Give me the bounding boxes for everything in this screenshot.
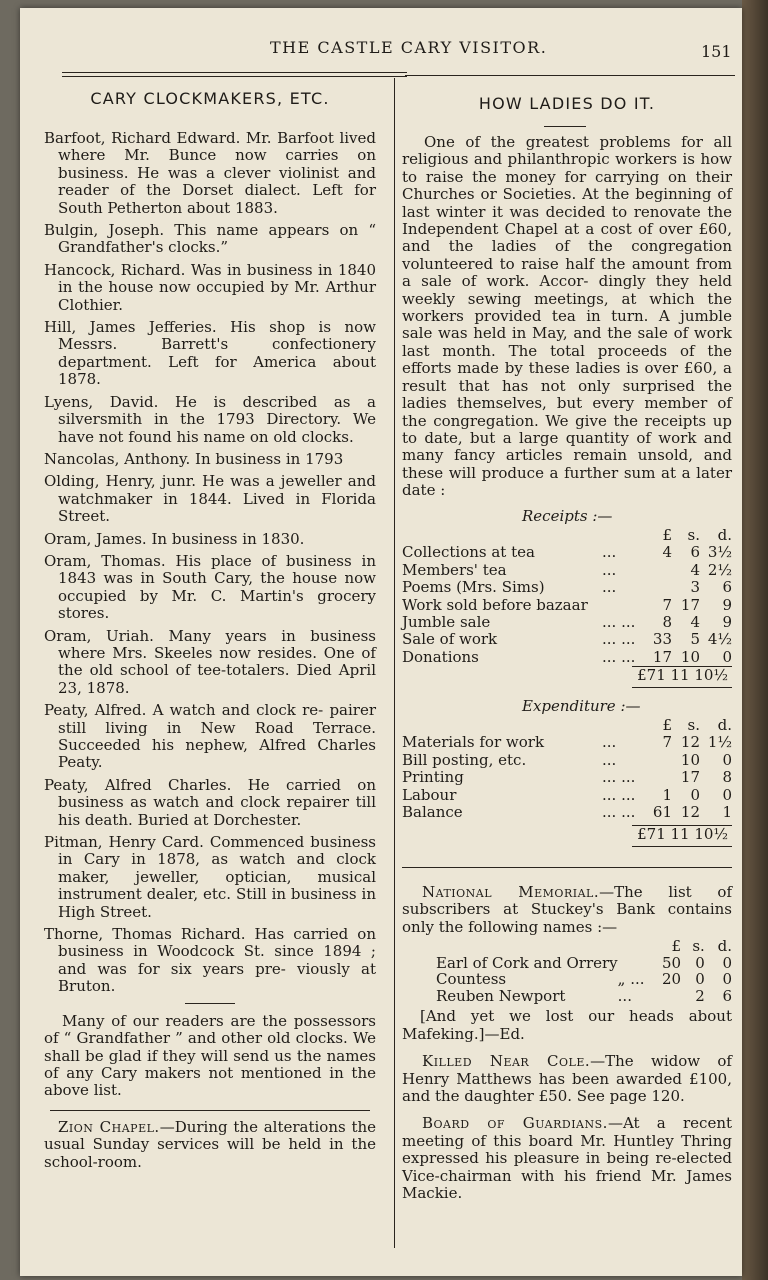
row-dots: ... ... [602, 768, 636, 787]
shillings-cell: 0 [695, 953, 705, 972]
row-label: Poems (Mrs. Sims) [402, 578, 545, 597]
pence-cell: 9 [722, 612, 732, 631]
memorial-notice [402, 884, 732, 936]
zion-text: —During the alterations the usual Sunday services will be held in the school-room. [44, 1117, 377, 1171]
row-label: Labour [402, 785, 457, 804]
shillings-cell: 0 [690, 785, 700, 804]
row-label: Countess [436, 970, 507, 989]
row-dots: ... [602, 578, 617, 597]
pounds-cell: 7 [662, 733, 672, 752]
pounds-cell: 50 [661, 953, 682, 972]
readers-note: Many of our readers are the possessors of “ Grandfather ” and other old clocks. We shall be glad if they will send us the names of any Cary makers not mentioned in the above list. [44, 1011, 376, 1100]
expenditure-total-rule-2 [632, 846, 732, 847]
account-row [402, 752, 732, 769]
row-label: Materials for work [402, 733, 545, 752]
row-label: Collections at tea [402, 543, 535, 562]
clockmaker-entry: Bulgin, Joseph. This name appears on “ Grandfather's clocks.” [44, 221, 376, 257]
header-rule-left [62, 72, 407, 73]
account-row [402, 614, 732, 631]
shillings-cell: 12 [680, 803, 700, 822]
guardians-notice [402, 1115, 732, 1202]
pence-cell: 6 [722, 986, 732, 1005]
pounds-cell [638, 562, 672, 579]
account-row [402, 544, 732, 561]
currency-header: s. [687, 716, 700, 734]
section-rule [185, 1003, 235, 1004]
row-label: Reuben Newport [436, 986, 566, 1005]
pounds-cell: 8 [662, 612, 672, 631]
zion-title: Zion Chapel. [58, 1117, 160, 1136]
clockmaker-list [44, 130, 376, 996]
pence-cell: 1½ [707, 733, 732, 752]
currency-header-row [436, 938, 732, 955]
currency-header: s. [687, 525, 700, 544]
currency-header: d. [717, 937, 732, 956]
shillings-cell: 2 [695, 986, 705, 1005]
account-row [436, 988, 732, 1005]
shillings-cell: 0 [695, 970, 705, 989]
row-dots: ... [602, 543, 617, 562]
pounds-cell: 7 [662, 595, 672, 614]
clockmaker-entry: Oram, Uriah. Many years in business where Mrs. Skeeles now resides. One of the old school of tee-totalers. Died April 23, 1878. [44, 626, 376, 697]
killed-text: —The widow of Henry Matthews has been awarded £100, and the daughter £50. See page 120. [402, 1052, 732, 1106]
guardians-title: Board of Guardians. [422, 1114, 608, 1133]
row-label: Work sold before bazaar [402, 595, 588, 614]
clockmakers-heading: CARY CLOCKMAKERS, ETC. [90, 89, 330, 108]
heading-rule [544, 126, 586, 127]
account-row [402, 649, 732, 666]
receipts-total-rule-2 [632, 687, 732, 688]
currency-header: £ [662, 525, 672, 544]
clockmaker-entry: Pitman, Henry Card. Commenced business in Cary in 1878, as watch and clock maker, jeweller, optician, musical instrument dealer, etc. Still in business in High Street. [44, 833, 376, 921]
pence-cell: 9 [722, 595, 732, 614]
account-row [402, 579, 732, 596]
shillings-cell: 10 [680, 750, 700, 769]
pence-cell: 6 [722, 578, 732, 597]
clockmaker-entry: Oram, James. In business in 1830. [44, 529, 305, 548]
ladies-heading: HOW LADIES DO IT. [478, 94, 656, 113]
currency-header: £ [662, 716, 672, 734]
account-row [402, 804, 732, 821]
guardians-text: —At a recent meeting of this board Mr. Huntley Thring expressed his pleasure in being re-elected Vice-chairman with his friend Mr. James Mackie. [402, 1114, 733, 1203]
row-dots: ... ... [602, 785, 636, 804]
section-rule-2 [50, 1110, 370, 1111]
row-dots: ... ... [602, 612, 636, 631]
pence-cell: 0 [722, 647, 732, 666]
pounds-cell [638, 579, 672, 596]
pence-cell: 0 [722, 970, 732, 989]
pounds-cell [638, 752, 672, 769]
shillings-cell: 4 [690, 560, 700, 579]
pounds-cell [638, 769, 672, 786]
shillings-cell: 17 [680, 595, 700, 614]
account-row [402, 787, 732, 804]
account-row [436, 971, 732, 988]
shillings-cell: 5 [690, 630, 700, 649]
clockmaker-entry: Peaty, Alfred Charles. He carried on business as watch and clock repairer till his death. Buried at Dorchester. [44, 775, 376, 829]
pence-cell: 0 [722, 785, 732, 804]
expenditure-title: Expenditure :— [522, 696, 641, 715]
row-label: Balance [402, 803, 463, 822]
killed-title: Killed Near Cole. [422, 1052, 591, 1071]
clockmaker-entry: Lyens, David. He is described as a silversmith in the 1793 Directory. We have not found his name on old clocks. [44, 392, 376, 446]
account-row [402, 769, 732, 786]
pounds-cell: 20 [661, 970, 682, 989]
pence-cell: 4½ [707, 630, 732, 649]
row-dots [618, 955, 651, 972]
currency-header: s. [692, 937, 705, 956]
row-label: Earl of Cork and Orrery [436, 953, 618, 972]
receipts-table [402, 527, 732, 666]
row-label: Donations [402, 647, 479, 666]
pence-cell: 1 [722, 803, 732, 822]
row-dots: ... [602, 733, 617, 752]
row-label: Jumble sale [402, 612, 491, 631]
memorial-aside: [And yet we lost our heads about Mafeking.]—Ed. [402, 1007, 732, 1043]
pence-cell: 2½ [707, 560, 732, 579]
clockmaker-entry: Olding, Henry, junr. He was a jeweller and watchmaker in 1844. Lived in Florida Street. [44, 472, 376, 526]
clockmaker-entry: Nancolas, Anthony. In business in 1793 [44, 449, 344, 468]
row-dots: ... [602, 560, 617, 579]
account-row [402, 734, 732, 751]
row-dots: ... ... [602, 803, 636, 822]
column-divider [394, 78, 395, 1248]
page-number: 151 [701, 42, 732, 61]
clockmaker-entry: Oram, Thomas. His place of business in 1843 was in South Cary, the house now occupied by Mr. C. Martin's grocery stores. [44, 551, 376, 623]
row-dots: ... [617, 986, 632, 1005]
shillings-cell: 3 [690, 578, 700, 597]
killed-notice [402, 1053, 732, 1105]
header-rule-right [405, 75, 735, 76]
pounds-cell [651, 988, 681, 1005]
running-header: THE CASTLE CARY VISITOR. [270, 38, 548, 57]
shillings-cell: 6 [690, 543, 700, 562]
pounds-cell: 1 [662, 785, 672, 804]
account-row [402, 631, 732, 648]
clockmaker-entry: Thorne, Thomas Richard. Has carried on business in Woodcock St. since 1894 ; and was for six years pre- viously at Bruton. [44, 925, 376, 996]
shillings-cell: 12 [680, 733, 700, 752]
row-dots: ... ... [602, 630, 636, 649]
pence-cell: 0 [722, 953, 732, 972]
clockmaker-entry: Barfoot, Richard Edward. Mr. Barfoot lived where Mr. Bunce now carries on business. He was a clever violinist and reader of the Dorset dialect. Left for South Petherton about 1883. [44, 129, 376, 217]
pounds-cell: 61 [652, 803, 672, 822]
shillings-cell: 10 [680, 647, 700, 666]
currency-header-row [402, 527, 732, 544]
pence-cell: 0 [722, 750, 732, 769]
expenditure-table [402, 717, 732, 821]
zion-chapel-notice [44, 1119, 376, 1171]
account-row [402, 597, 732, 614]
shillings-cell: 17 [680, 768, 700, 787]
section-rule-3 [402, 867, 732, 868]
row-dots [602, 597, 638, 614]
row-dots: ... [602, 750, 617, 769]
header-rule-left-2 [62, 76, 407, 77]
currency-header: £ [671, 937, 682, 956]
pence-cell: 8 [722, 768, 732, 787]
pounds-cell: 33 [652, 630, 672, 649]
shillings-cell: 4 [690, 612, 700, 631]
row-label: Sale of work [402, 630, 498, 649]
left-column [44, 130, 376, 1181]
memorial-title: National Memorial. [422, 882, 600, 901]
book-edge [742, 0, 768, 1280]
currency-header: d. [717, 525, 732, 544]
receipts-total: £71 11 10½ [637, 666, 728, 685]
clockmaker-entry: Hancock, Richard. Was in business in 1840 in the house now occupied by Mr. Arthur Clothier. [44, 260, 376, 314]
pence-cell: 3½ [707, 543, 732, 562]
pounds-cell: 4 [662, 543, 672, 562]
currency-header-row [402, 717, 732, 734]
row-label: Printing [402, 768, 464, 787]
row-dots: ... ... [602, 647, 636, 666]
memorial-table [436, 938, 732, 1004]
row-label: Members' tea [402, 560, 507, 579]
expenditure-total: £71 11 10½ [637, 825, 728, 844]
ladies-paragraph: One of the greatest problems for all religious and philanthropic workers is how to raise the money for carrying on their Churches or Societies. At the beginning of last winter it was decided to renovate the Independent Chapel at a cost of over £60, and the ladies of the congregation volunteered to raise half the amount from a sale of work. Accor- dingly they held weekly sewing meetings, at which the workers provided tea in turn. A jumble sale was held in May, and the sale of work last month. The total proceeds of the efforts made by these ladies is over £60, a result that has not only surprised the ladies themselves, but every member of the congregation. We give the receipts up to date, but a large quantity of work and many fancy articles remain unsold, and these will produce a further sum at a later date : [402, 133, 732, 500]
memorial-text: —The list of subscribers at Stuckey's Bank contains only the following names :— [402, 882, 733, 936]
receipts-title: Receipts :— [522, 506, 613, 525]
account-row [402, 562, 732, 579]
right-column [402, 134, 732, 1213]
pounds-cell: 17 [652, 647, 672, 666]
account-row [436, 955, 732, 972]
currency-header: d. [717, 716, 732, 734]
clockmaker-entry: Hill, James Jefferies. His shop is now Messrs. Barrett's confectionery department. Left for America about 1878. [44, 318, 376, 389]
clockmaker-entry: Peaty, Alfred. A watch and clock re- pairer still living in New Road Terrace. Succeeded his nephew, Alfred Charles Peaty. [44, 701, 376, 772]
row-label: Bill posting, etc. [402, 750, 527, 769]
row-dots: „ ... [617, 970, 645, 989]
